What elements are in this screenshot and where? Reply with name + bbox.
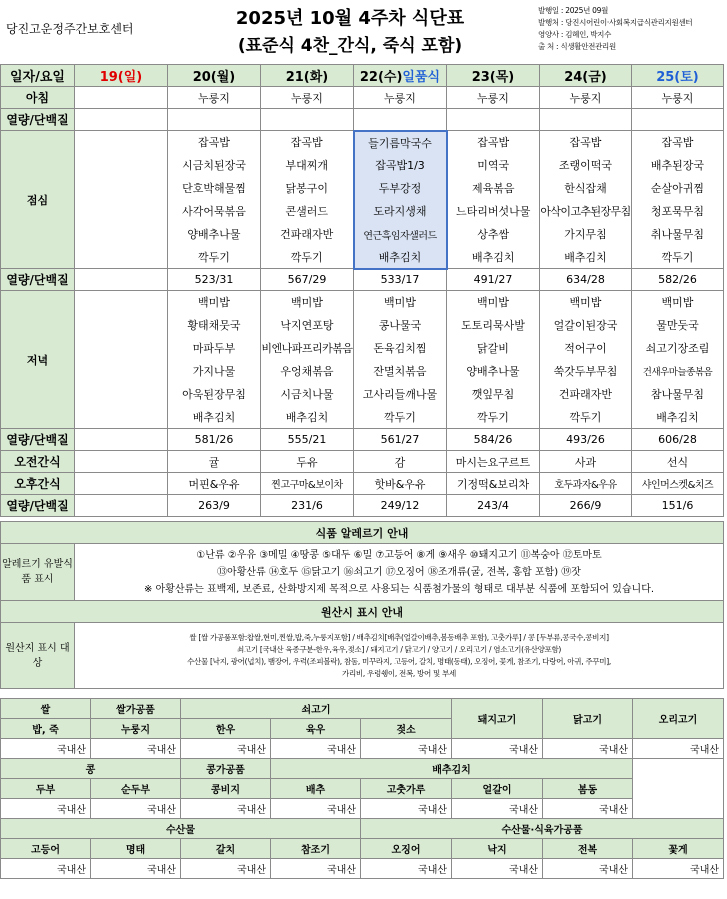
origin-header: 쌀가공품 <box>91 699 181 719</box>
menu-cell: 잡곡밥1/3 <box>354 154 447 177</box>
page-title: 2025년 10월 4주차 식단표 <box>235 8 465 29</box>
origin-value: 국내산 <box>452 799 543 819</box>
origin-subheader: 배추 <box>271 779 361 799</box>
origin-subheader: 꽃게 <box>633 839 724 859</box>
menu-cell: 건파래자반 <box>540 383 632 406</box>
menu-cell: 건파래자반 <box>261 223 354 246</box>
menu-cell: 양배추나물 <box>168 223 261 246</box>
menu-cell: 백미밥 <box>447 291 540 314</box>
menu-cell: 깍두기 <box>540 406 632 429</box>
menu-cell: 깍두기 <box>168 246 261 269</box>
origin-value: 국내산 <box>271 799 361 819</box>
cal-cell: 581/26 <box>168 429 261 451</box>
origin-subheader: 고춧가루 <box>361 779 452 799</box>
allergy-label <box>1 544 75 601</box>
origin-grid <box>0 698 724 879</box>
menu-cell <box>75 291 168 314</box>
origin-value: 국내산 <box>1 799 91 819</box>
menu-cell <box>75 314 168 337</box>
snack-cell <box>75 451 168 473</box>
page-subtitle: (표준식 4찬_간식, 죽식 포함) <box>237 36 463 56</box>
allergy-content <box>75 544 724 601</box>
origin-header: 오리고기 <box>633 699 724 739</box>
day-header: 19(일) <box>75 65 168 87</box>
origin-header: 콩가공품 <box>181 759 271 779</box>
origin-header: 콩 <box>1 759 181 779</box>
origin-subheader: 한우 <box>181 719 271 739</box>
cal-cell: 606/28 <box>632 429 724 451</box>
snack-cell: 사과 <box>540 451 632 473</box>
origin-line: 쌀 [쌀 가공품포함:찹쌀,현미,찐쌀,밥,죽,누룽지포함] / 배추김치[배추(얼갈이배추,봄동배추 포함), 고춧가루] / 콩 [두부류,콩국수,콩비지] <box>189 632 609 642</box>
menu-table <box>0 64 724 517</box>
menu-cell: 조랭이떡국 <box>540 154 632 177</box>
menu-cell: 쑥갓두부무침 <box>540 360 632 383</box>
menu-cell <box>75 360 168 383</box>
menu-cell: 참나물무침 <box>632 383 724 406</box>
snack-cell: 샤인머스켓&치즈 <box>632 473 724 495</box>
menu-cell: 배추김치 <box>354 246 447 269</box>
dinner-cal-row <box>1 429 724 451</box>
corner-label: 일자/요일 <box>1 65 75 87</box>
row-label: 열량/단백질 <box>1 429 75 451</box>
snack-cell: 기정떡&보리차 <box>447 473 540 495</box>
snack-cell: 찐고구마&보이차 <box>261 473 354 495</box>
menu-cell <box>75 154 168 177</box>
breakfast-cal-row <box>1 109 724 131</box>
menu-cell: 누룽지 <box>447 87 540 109</box>
origin-subheader: 밥, 죽 <box>1 719 91 739</box>
origin-value: 국내산 <box>1 859 91 879</box>
menu-cell <box>75 406 168 429</box>
origin-header: 쌀 <box>1 699 91 719</box>
menu-cell <box>75 131 168 154</box>
cal-cell: 555/21 <box>261 429 354 451</box>
info-table <box>0 521 724 689</box>
cal-cell: 561/27 <box>354 429 447 451</box>
menu-cell: 낙지연포탕 <box>261 314 354 337</box>
lunch-cal-row <box>1 269 724 291</box>
menu-cell: 배추김치 <box>168 406 261 429</box>
origin-value: 국내산 <box>181 859 271 879</box>
snack-cell: 마시는요구르트 <box>447 451 540 473</box>
menu-cell: 취나물무침 <box>632 223 724 246</box>
origin-title: 원산시 표시 안내 <box>1 601 724 623</box>
day-header: 24(금) <box>540 65 632 87</box>
origin-header: 수산물·식육가공품 <box>361 819 724 839</box>
menu-cell: 비엔나파프리카볶음 <box>261 337 354 360</box>
origin-subheader: 육우 <box>271 719 361 739</box>
cal-cell <box>354 109 447 131</box>
origin-empty <box>633 759 724 819</box>
origin-value: 국내산 <box>633 739 724 759</box>
menu-cell: 백미밥 <box>632 291 724 314</box>
origin-value: 국내산 <box>361 859 452 879</box>
row-label: 아침 <box>1 87 75 109</box>
menu-cell: 콩나물국 <box>354 314 447 337</box>
publish-meta <box>538 5 726 53</box>
menu-cell: 깍두기 <box>261 246 354 269</box>
menu-cell: 깍두기 <box>354 406 447 429</box>
menu-cell: 누룽지 <box>632 87 724 109</box>
menu-cell: 백미밥 <box>261 291 354 314</box>
row-label: 오후간식 <box>1 473 75 495</box>
origin-value: 국내산 <box>361 799 452 819</box>
cal-cell: 523/31 <box>168 269 261 291</box>
menu-cell: 두부강정 <box>354 177 447 200</box>
cal-cell: 582/26 <box>632 269 724 291</box>
snack-cell: 두유 <box>261 451 354 473</box>
cal-cell <box>540 109 632 131</box>
cal-cell: 491/27 <box>447 269 540 291</box>
menu-cell: 가지무침 <box>540 223 632 246</box>
menu-cell <box>75 177 168 200</box>
origin-subheader: 고등어 <box>1 839 91 859</box>
menu-cell: 우엉채볶음 <box>261 360 354 383</box>
origin-subheader: 명태 <box>91 839 181 859</box>
pm-snack-row <box>1 473 724 495</box>
allergy-title: 식품 알레르기 안내 <box>1 522 724 544</box>
menu-cell <box>75 223 168 246</box>
origin-header: 돼지고기 <box>452 699 543 739</box>
menu-cell: 적어구이 <box>540 337 632 360</box>
special-meal-tag: 일품식 <box>402 70 441 85</box>
menu-cell: 건새우마늘종볶음 <box>632 360 724 383</box>
menu-cell: 부대찌개 <box>261 154 354 177</box>
origin-header: 수산물 <box>1 819 361 839</box>
origin-value: 국내산 <box>452 739 543 759</box>
menu-cell: 배추김치 <box>540 246 632 269</box>
menu-cell: 느타리버섯나물 <box>447 200 540 223</box>
menu-cell <box>75 200 168 223</box>
row-label: 저녁 <box>1 291 75 429</box>
origin-header: 쇠고기 <box>181 699 452 719</box>
am-snack-row <box>1 451 724 473</box>
menu-cell: 누룽지 <box>540 87 632 109</box>
cal-cell <box>75 109 168 131</box>
menu-cell: 청포묵무침 <box>632 200 724 223</box>
menu-cell: 누룽지 <box>168 87 261 109</box>
menu-cell <box>75 337 168 360</box>
menu-cell: 닭갈비 <box>447 337 540 360</box>
cal-cell: 243/4 <box>447 495 540 517</box>
menu-cell: 고사리들깨나물 <box>354 383 447 406</box>
menu-cell: 물만둣국 <box>632 314 724 337</box>
origin-value: 국내산 <box>1 739 91 759</box>
menu-cell: 잡곡밥 <box>632 131 724 154</box>
origin-value: 국내산 <box>452 859 543 879</box>
lunch-block <box>1 131 724 269</box>
menu-cell: 잔멸치볶음 <box>354 360 447 383</box>
menu-cell: 황태채뭇국 <box>168 314 261 337</box>
menu-cell: 쇠고기장조림 <box>632 337 724 360</box>
origin-value: 국내산 <box>271 739 361 759</box>
origin-header: 닭고기 <box>543 699 633 739</box>
cal-cell: 151/6 <box>632 495 724 517</box>
menu-cell: 백미밥 <box>540 291 632 314</box>
cal-cell <box>75 429 168 451</box>
row-label: 열량/단백질 <box>1 269 75 291</box>
menu-cell: 돈육김치찜 <box>354 337 447 360</box>
origin-value: 국내산 <box>271 859 361 879</box>
menu-cell: 잡곡밥 <box>447 131 540 154</box>
cal-cell: 231/6 <box>261 495 354 517</box>
menu-cell <box>75 383 168 406</box>
meta-line: 출 처 : 식생활안전관리원 <box>538 42 616 51</box>
origin-subheader: 참조기 <box>271 839 361 859</box>
snack-cell: 귤 <box>168 451 261 473</box>
snack-cal-row <box>1 495 724 517</box>
cal-cell: 493/26 <box>540 429 632 451</box>
menu-cell: 순살아귀찜 <box>632 177 724 200</box>
cal-cell: 584/26 <box>447 429 540 451</box>
menu-cell: 가지나물 <box>168 360 261 383</box>
allergy-list-2: ⑬아황산류 ⑭호두 ⑮닭고기 ⑯쇠고기 ⑰오징어 ⑱조개류(굴, 전복, 홍합 포함) ⑲잣 <box>217 566 581 578</box>
origin-header: 배추김치 <box>271 759 633 779</box>
day-header: 21(화) <box>261 65 354 87</box>
origin-value: 국내산 <box>181 739 271 759</box>
row-label: 점심 <box>1 131 75 269</box>
cal-cell: 263/9 <box>168 495 261 517</box>
origin-subheader: 낙지 <box>452 839 543 859</box>
menu-cell: 백미밥 <box>168 291 261 314</box>
origin-subheader: 두부 <box>1 779 91 799</box>
origin-subheader: 전복 <box>543 839 633 859</box>
menu-cell: 콘샐러드 <box>261 200 354 223</box>
menu-cell: 잡곡밥 <box>168 131 261 154</box>
origin-value: 국내산 <box>543 799 633 819</box>
menu-cell: 마파두부 <box>168 337 261 360</box>
origin-subheader: 콩비지 <box>181 779 271 799</box>
allergy-label-text: 알레르기 유발식품 표시 <box>2 559 73 585</box>
snack-cell: 호두과자&우유 <box>540 473 632 495</box>
menu-cell: 연근흑임자샐러드 <box>354 223 447 246</box>
menu-cell: 단호박해물찜 <box>168 177 261 200</box>
snack-cell: 감 <box>354 451 447 473</box>
menu-cell: 상추쌈 <box>447 223 540 246</box>
origin-subheader: 누룽지 <box>91 719 181 739</box>
cal-cell: 533/17 <box>354 269 447 291</box>
origin-subheader: 갈치 <box>181 839 271 859</box>
cal-cell: 249/12 <box>354 495 447 517</box>
row-label: 열량/단백질 <box>1 495 75 517</box>
menu-cell: 도토리묵사발 <box>447 314 540 337</box>
cal-cell <box>632 109 724 131</box>
menu-cell: 배추김치 <box>261 406 354 429</box>
menu-cell: 깍두기 <box>447 406 540 429</box>
day-header-date: 22(수) <box>359 70 403 85</box>
menu-cell: 들기름막국수 <box>354 131 447 154</box>
origin-value: 국내산 <box>181 799 271 819</box>
origin-line: 쇠고기 [국내산 육종구분-한우,육우,젖소] / 돼지고기 / 닭고기 / 양고기 / 오리고기 / 염소고기(유산양포함) <box>236 644 562 654</box>
menu-cell: 깍두기 <box>632 246 724 269</box>
menu-cell: 누룽지 <box>354 87 447 109</box>
origin-subheader: 봄동 <box>543 779 633 799</box>
menu-cell: 시금치된장국 <box>168 154 261 177</box>
menu-cell: 잡곡밥 <box>540 131 632 154</box>
row-label: 열량/단백질 <box>1 109 75 131</box>
meta-line: 발행일 : 2025년 09월 <box>538 6 609 15</box>
meta-line: 영양사 : 김혜인, 박지수 <box>538 30 612 39</box>
menu-cell: 도라지생채 <box>354 200 447 223</box>
origin-line: 가리비, 우렁쉥이, 전복, 방어 및 부세 <box>342 668 456 678</box>
menu-cell: 백미밥 <box>354 291 447 314</box>
center-name: 당진고운정주간보호센터 <box>6 22 134 36</box>
origin-value: 국내산 <box>633 859 724 879</box>
snack-cell: 선식 <box>632 451 724 473</box>
snack-cell: 머핀&우유 <box>168 473 261 495</box>
origin-subheader: 순두부 <box>91 779 181 799</box>
origin-value: 국내산 <box>543 739 633 759</box>
meta-line: 발행처 : 당진시어린이·사회복지급식관리지원센터 <box>538 18 693 27</box>
day-header-row <box>1 65 724 87</box>
day-header <box>354 65 447 87</box>
breakfast-row <box>1 87 724 109</box>
menu-cell: 양배추나물 <box>447 360 540 383</box>
menu-cell: 제육볶음 <box>447 177 540 200</box>
menu-cell <box>75 87 168 109</box>
menu-cell: 잡곡밥 <box>261 131 354 154</box>
menu-cell: 미역국 <box>447 154 540 177</box>
origin-subheader: 오징어 <box>361 839 452 859</box>
menu-cell: 아삭이고추된장무침 <box>540 200 632 223</box>
cal-cell <box>75 495 168 517</box>
menu-cell: 닭봉구이 <box>261 177 354 200</box>
origin-subheader: 젖소 <box>361 719 452 739</box>
menu-cell: 시금치나물 <box>261 383 354 406</box>
menu-cell: 배추김치 <box>447 246 540 269</box>
menu-cell: 아욱된장무침 <box>168 383 261 406</box>
menu-cell: 사각어묵볶음 <box>168 200 261 223</box>
allergy-list: ①난류 ②우유 ③메밀 ④땅콩 ⑤대두 ⑥밀 ⑦고등어 ⑧게 ⑨새우 ⑩돼지고기 ⑪복숭아 ⑫토마토 <box>196 549 602 561</box>
cal-cell <box>447 109 540 131</box>
menu-cell <box>75 246 168 269</box>
day-header: 23(목) <box>447 65 540 87</box>
menu-cell: 누룽지 <box>261 87 354 109</box>
snack-cell <box>75 473 168 495</box>
origin-line: 수산물 [낙지, 광어(넙치), 뱀장어, 우럭(조피볼락), 참돔, 미꾸라지, 고등어, 갈치, 명태(동태), 오징어, 꽃게, 참조기, 다랑어, 아귀, 주꾸미], <box>187 656 611 666</box>
row-label: 오전간식 <box>1 451 75 473</box>
cal-cell: 266/9 <box>540 495 632 517</box>
cal-cell <box>75 269 168 291</box>
dinner-block <box>1 291 724 429</box>
origin-subheader: 얼갈이 <box>452 779 543 799</box>
origin-value: 국내산 <box>91 799 181 819</box>
menu-cell: 배추된장국 <box>632 154 724 177</box>
cal-cell <box>261 109 354 131</box>
origin-label-text: 원산지 표시 대상 <box>5 642 70 669</box>
origin-value: 국내산 <box>361 739 452 759</box>
origin-value: 국내산 <box>91 859 181 879</box>
day-header: 20(월) <box>168 65 261 87</box>
page-header <box>0 0 727 64</box>
cal-cell <box>168 109 261 131</box>
allergy-note: ※ 아황산류는 표백제, 보존료, 산화방지제 목적으로 사용되는 식품첨가물의 형태로 대부분 식품에 포함되어 있습니다. <box>143 583 655 595</box>
menu-cell: 얼갈이된장국 <box>540 314 632 337</box>
cal-cell: 567/29 <box>261 269 354 291</box>
menu-cell: 깻잎무침 <box>447 383 540 406</box>
snack-cell: 핫바&우유 <box>354 473 447 495</box>
origin-value: 국내산 <box>91 739 181 759</box>
origin-value: 국내산 <box>543 859 633 879</box>
origin-content <box>75 623 724 689</box>
menu-cell: 배추김치 <box>632 406 724 429</box>
cal-cell: 634/28 <box>540 269 632 291</box>
day-header: 25(토) <box>632 65 724 87</box>
menu-cell: 한식잡채 <box>540 177 632 200</box>
origin-label <box>1 623 75 689</box>
